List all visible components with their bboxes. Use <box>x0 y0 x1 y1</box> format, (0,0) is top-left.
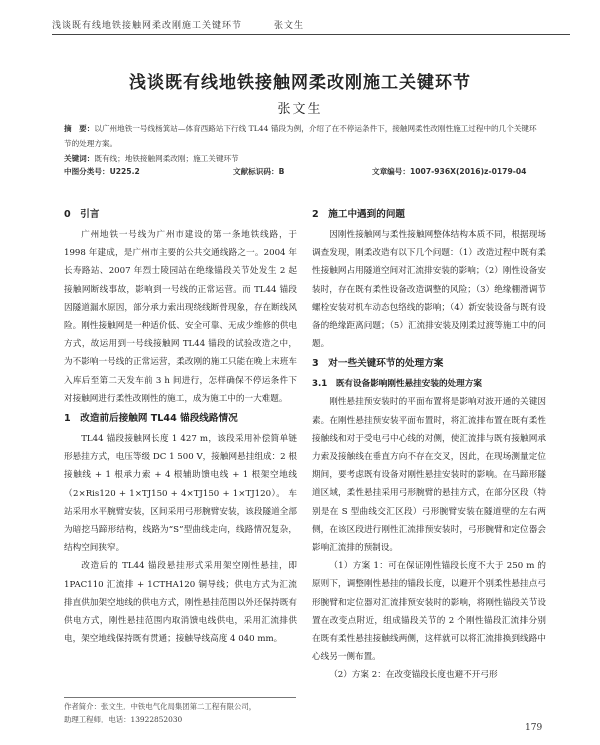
section-1-heading: 1 改造前后接触网 TL44 锚段线路情况 <box>64 413 238 425</box>
keywords <box>64 151 544 166</box>
clc-value: U225.2 <box>109 167 140 176</box>
document-code <box>233 166 284 177</box>
page-number: 179 <box>525 723 543 733</box>
footnote-line-1: 作者简介：张文生．中铁电气化局集团第二工程有限公司， <box>64 702 257 711</box>
section-0-paragraph: 广州地铁一号线为广州市建设的第一条地铁线路，于 1998 年建成，是广州市主要的公共交通线路之一。2004 年长寿路站、2007 年烈士陵园站在绝缘锚段关节处发生 2 起接触网断线事故，影响到一号线的正常运营。而 TL44 锚段因隧道漏水原因，部分承力索出现绕线断骨现象，存在断线风险。刚性接触网是一种适价低、安全可靠、无成少维修的供电方式，故运用到一号线接触网 TL44 锚段的试验改造之中，为不影响一号线的正常运营，柔改刚的施工只能在晚上末班车入库后至第二天发车前 3 h 间进行，怎样确保不停运条件下对接触网进行柔性改刚性的施工，成为施工中的一大难题。 <box>64 230 297 404</box>
running-header-author: 张文生 <box>274 21 305 31</box>
left-column <box>64 204 297 648</box>
abstract-label: 摘 要： <box>64 124 95 133</box>
section-2-heading: 2 施工中遇到的问题 <box>312 209 406 220</box>
doc-code-label: 文献标识码： <box>233 167 279 176</box>
section-3-heading: 3 对一些关键环节的处理方案 <box>312 358 444 370</box>
running-header <box>52 12 570 35</box>
running-header-title: 浅谈既有线地铁接触网柔改刚施工关键环节 <box>52 21 243 31</box>
author-footnote <box>64 700 304 726</box>
article-title: 浅谈既有线地铁接触网柔改刚施工关键环节 <box>129 73 471 93</box>
section-3-1-paragraph-2: （1）方案 1：可在保证刚性锚段长度不大于 250 m 的原则下，调整刚性悬挂的锚段长度，以避开个别柔性悬挂点弓形腕臂和定位器对汇流排预安装时的影响，将刚性锚段关节设置在改变点附近，组成锚段关节的 2 个刚性锚段汇流排分别在既有柔性悬挂接触线两侧，这样就可以将汇流排换到线路中心线另一侧布置。 <box>312 561 546 663</box>
keywords-text: 既有线；地铁接触网柔改刚；施工关键环节 <box>94 154 239 163</box>
article-no-label: 文章编号： <box>372 167 410 176</box>
section-3-1-paragraph-1: 刚性悬挂预安装时的平面布置将是影响对波开通的关键因素。在刚性悬挂预安装平面布置时，将汇流排布置在既有柔性接触线和对于受电弓中心线的对侧，使汇流排与既有接触网承力索及接触线在垂直方向不存在交叉，因此，在现场测量定位期间，要考虑既有设备对刚性悬挂安装时的影响。在马蹄形隧道区域，柔性悬挂采用弓形腕臂的悬挂方式，在部分区段（特别是在 S 型曲线交汇区段）弓形腕臂安装在隧道壁的左右两侧，在该区段进行刚性汇流排预安装时，弓形腕臂和定位器会影响汇流排的预制设。 <box>312 397 546 554</box>
footnote-line-2: 助理工程师．电话：13922852030 <box>64 715 183 724</box>
article-no-value: 1007-936X(2016)z-0179-04 <box>409 167 527 176</box>
clc-number <box>64 166 140 177</box>
doc-code-value: B <box>278 167 285 176</box>
right-column <box>312 204 546 685</box>
section-0-heading: 0 引言 <box>64 209 100 220</box>
keywords-label: 关键词： <box>64 154 95 163</box>
section-3-1-paragraph-3: （2）方案 2：在改变锚段长度也避不开弓形 <box>329 670 498 681</box>
section-2-paragraph: 因刚性接触网与柔性接触网整体结构本质不同，根据现场调查发现，刚柔改造有以下几个问题：（1）改造过程中既有柔性接触网占用隧道空间对汇流排安装的影响；（2）刚性设备安装时，存在既有柔性设备改造调整的风险；（3）绝缘棚滑调节螺栓安装对机车动态包络线的影响；（4）新安装设备与既有设备的绝缘距离问题；（5）汇流排安装及刚柔过渡等施工中的问题。 <box>312 230 546 350</box>
article-author: 张文生 <box>277 102 323 117</box>
abstract-block <box>64 121 544 166</box>
section-1-paragraph-2: 改造后的 TL44 锚段悬挂形式采用架空刚性悬挂，即 1PAC110 汇流排 + 1CTHA120 铜导线；供电方式为汇流排直供加架空地线的供电方式，刚性悬挂范围以外还保持既有供电方式，刚性悬挂范围内取消馈电线供电，采用汇流排供电，架空地线保持既有贯通；接触导线高度 4 040 mm。 <box>64 561 297 645</box>
section-1-paragraph-1: TL44 锚段接触网长度 1 427 m，该段采用补偿简单链形悬挂方式，电压等级 DC 1 500 V，接触网悬挂组成：2 根接触线 + 1 根承力索 + 4 根辅助馈电线 + 1 根架空地线（2×Ris120 + 1×TJ150 + 4×TJ150 + 1×TJ120）。 车站采用水平腕臂安装，区间采用弓形腕臂安装，该段隧道全部为暗挖马蹄形结构，线路为“S”型曲线走向，线路情况复杂，结构空间狭窄。 <box>64 434 297 554</box>
footnote-divider <box>64 697 296 698</box>
clc-label: 中图分类号： <box>64 167 110 176</box>
abstract-text: 以广州地铁一号线杨箕站—体育西路站下行线 TL44 锚段为例，介绍了在不停运条件下，接触网柔性改刚性施工过程中的几个关键环节的处理方案。 <box>64 124 537 148</box>
article-number <box>372 166 526 177</box>
section-3-1-heading: 3.1 既有设备影响刚性悬挂安装的处理方案 <box>312 379 482 390</box>
abstract <box>64 121 544 151</box>
